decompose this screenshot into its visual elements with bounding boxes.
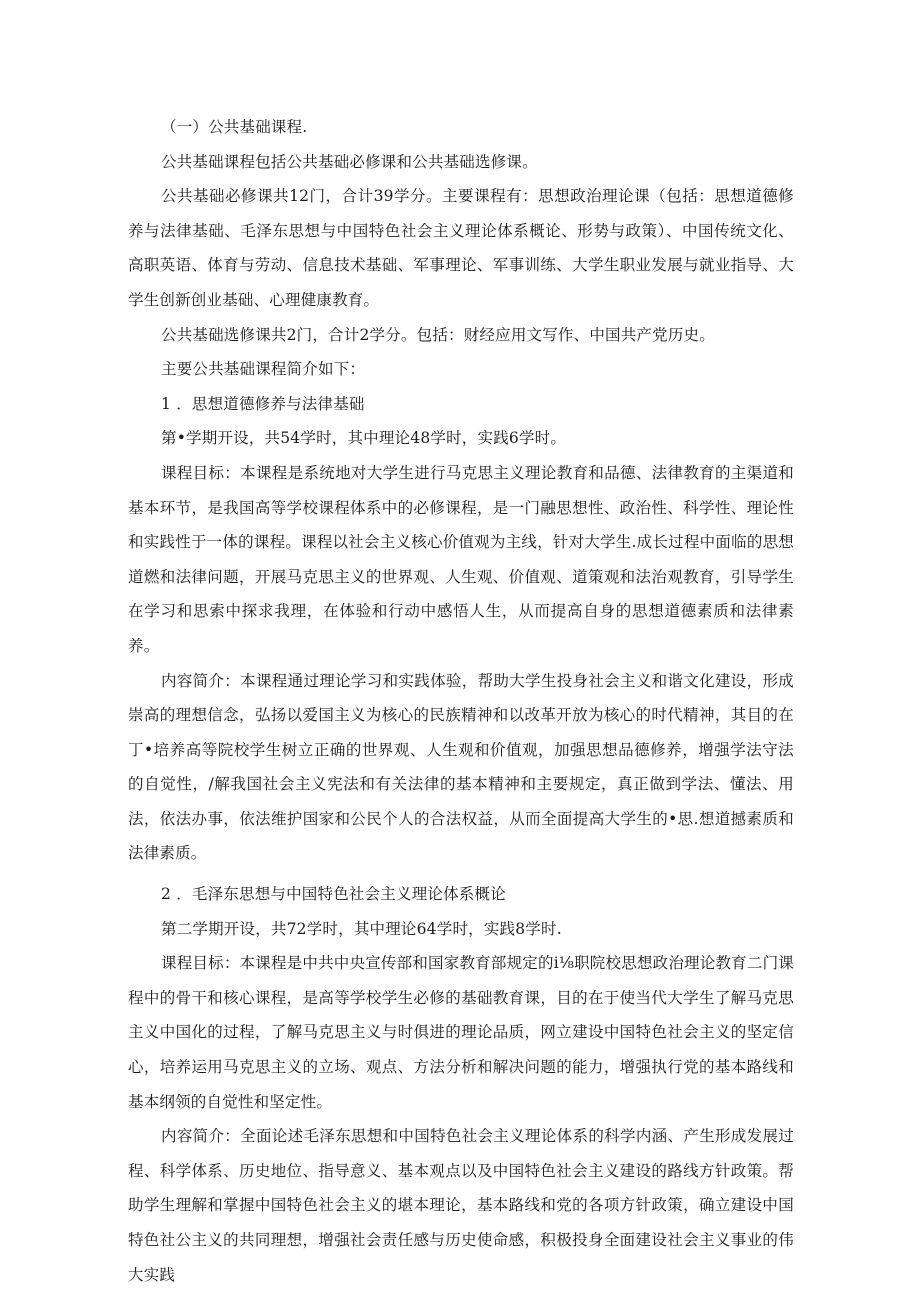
course-schedule: 第二学期开设，共72学时，其中理论64学时，实践8学时. [161,919,562,938]
document-body [128,110,794,1292]
section-heading: （一）公共基础课程. [161,118,308,136]
course-content: 内容简介：全面论述毛泽东思想和中国特色社会主义理论体系的科学内涵、产生形成发展过程、科学体系、历史地位、指导意义、基本观点以及中国特色社会主义建设的路线方针政策。帮助学生理解和掌握中国特色社会主义的堪本理论，基本路线和党的各项方针政策，确立建设中国特色社公主义的共同理想，增强社会责任感与历史使命感，积极投身全面建设社会主义事业的伟大实践 [128,1127,794,1284]
course-content: 内容简介：本课程通过理论学习和实践体验，帮助大学生投身社会主义和谐文化建设，形成崇高的理想信念，弘扬以爱国主义为核心的民族精神和以改革开放为核心的时代精神，其目的在丁•培养高等院校学生树立正确的世界观、人生观和价值观，加强思想品德修养，增强学法守法的自觉性，/解我国社会主义宪法和有关法律的基本精神和主要规定，真正做到学法、懂法、用法，依法办事，依法维护国家和公民个人的合法权益，从而全面提高大学生的•思.想道撼素质和法律素质。 [128,671,794,863]
course-heading: 1 ．思想道德修养与法律基础 [161,394,365,413]
paragraph: 公共基础选修课共2门，合计2学分。包括：财经应用文写作、中国共产党历史。 [161,325,715,344]
course-heading: 2 ．毛泽东思想与中国特色社会主义理论体系概论 [161,885,506,904]
paragraph: 公共基础必修课共12门，合计39学分。主要课程有：思想政治理论课（包括：思想道德修养与法律基础、毛泽东思想与中国特色社会主义理论体系概论、形势与政策）、中国传统文化、高职英语、体育与劳动、信息技术基础、军事理论、军事训练、大学生职业发展与就业指导、大学生创新创业基础、心理健康教育。 [128,187,794,309]
course-schedule: 第•学期开设，共54学时，其中理论48学时，实践6学时。 [161,429,567,448]
paragraph: 主要公共基础课程简介如下： [161,360,366,379]
paragraph: 公共基础课程包括公共基础必修课和公共基础选修课。 [161,152,538,171]
course-objective: 课程目标：本课程是中共中央宣传部和国家教育部规定的i⅛职院校思想政治理论教育二门课程中的骨干和核心课程，是高等学校学生必修的基础教育课，目的在于使当代大学生了解马克思主义中国化的过程，了解马克思主义与时俱进的理论品质，网立建设中国特色社会主义的坚定信心，培养运用马克思主义的立场、观点、方法分析和解决问题的能力，增强执行党的基本路线和基本纲领的自觉性和坚定性。 [128,954,794,1111]
course-objective: 课程目标：本课程是系统地对大学生进行马克思主义理论教育和品德、法律教育的主渠道和基本环节，是我国高等学校课程体系中的必修课程，是一门融思想性、政治性、科学性、理论性和实践性于一体的课程。课程以社会主义核心价值观为主线，针对大学生.成长过程中面临的思想道燃和法律问题，开展马克思主义的世界观、人生观、价值观、道策观和法治观教育，引导学生在学习和思索中探求我理，在体验和行动中感悟人生，从而提高自身的思想道德素质和法律素养。 [128,463,794,655]
